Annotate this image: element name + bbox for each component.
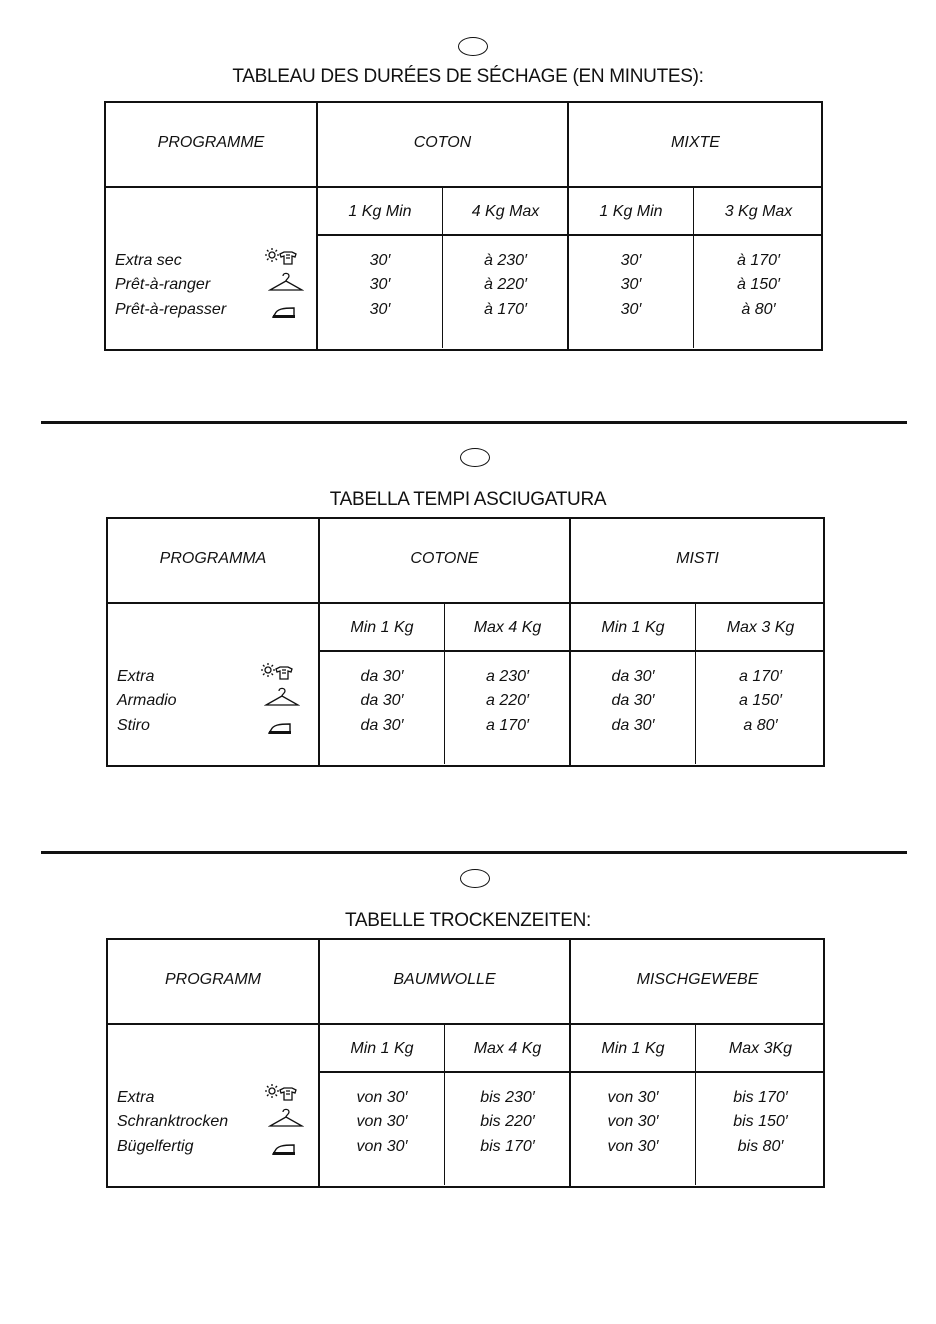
value-cell: da 30′ (360, 692, 404, 709)
value-cell: 30′ (369, 252, 391, 269)
value-cell: a 150′ (738, 692, 783, 709)
program-name: Extra (117, 668, 155, 685)
program-header: PROGRAMME (157, 134, 265, 151)
section-title: TABELLE TROCKENZEITEN: (344, 910, 592, 931)
section-title: TABLEAU DES DURÉES DE SÉCHAGE (EN MINUTES): (232, 66, 704, 87)
language-marker-oval (460, 869, 490, 888)
program-header: PROGRAMMA (159, 550, 267, 567)
value-cell: bis 170′ (480, 1138, 535, 1155)
value-cell: à 230′ (483, 252, 528, 269)
group-header: COTONE (410, 550, 479, 567)
weight-header: 4 Kg Max (471, 203, 540, 220)
language-marker-oval (458, 37, 488, 56)
weight-header: Max 3 Kg (726, 619, 795, 636)
weight-header: Max 3Kg (728, 1040, 793, 1057)
value-cell: a 230′ (485, 668, 530, 685)
iron-icon (268, 721, 294, 737)
value-cell: 30′ (620, 276, 642, 293)
value-cell: bis 230′ (480, 1089, 535, 1106)
weight-header: Max 4 Kg (473, 1040, 542, 1057)
value-cell: 30′ (369, 276, 391, 293)
group-header: MIXTE (671, 134, 720, 151)
value-cell: von 30′ (607, 1089, 659, 1106)
value-cell: von 30′ (356, 1113, 408, 1130)
program-name: Stiro (117, 717, 150, 734)
value-cell: da 30′ (360, 668, 404, 685)
value-cell: a 170′ (738, 668, 783, 685)
group-header: MISCHGEWEBE (636, 971, 759, 988)
value-cell: von 30′ (356, 1138, 408, 1155)
value-cell: da 30′ (360, 717, 404, 734)
program-name: Armadio (117, 692, 177, 709)
value-cell: 30′ (369, 301, 391, 318)
value-cell: von 30′ (607, 1138, 659, 1155)
value-cell: da 30′ (611, 717, 655, 734)
group-header: COTON (413, 134, 472, 151)
iron-icon (272, 1142, 298, 1158)
weight-header: Min 1 Kg (350, 1040, 414, 1057)
language-marker-oval (460, 448, 490, 467)
hanger-icon (264, 686, 300, 708)
program-name: Prêt-à-ranger (115, 276, 211, 293)
value-cell: à 170′ (483, 301, 528, 318)
value-cell: von 30′ (607, 1113, 659, 1130)
weight-header: Min 1 Kg (350, 619, 414, 636)
weight-header: 1 Kg Min (348, 203, 412, 220)
weight-header: Min 1 Kg (601, 1040, 665, 1057)
program-name: Prêt-à-repasser (115, 301, 227, 318)
section-title: TABELLA TEMPI ASCIUGATURA (329, 489, 607, 510)
program-name: Schranktrocken (117, 1113, 229, 1130)
hanger-icon (268, 271, 304, 293)
value-cell: bis 170′ (733, 1089, 788, 1106)
group-header: MISTI (676, 550, 719, 567)
value-cell: a 220′ (485, 692, 530, 709)
extra-dry-icon (264, 1083, 300, 1103)
weight-header: 3 Kg Max (724, 203, 793, 220)
hanger-icon (268, 1107, 304, 1129)
program-name: Extra sec (115, 252, 182, 269)
weight-header: 1 Kg Min (599, 203, 663, 220)
value-cell: a 170′ (485, 717, 530, 734)
value-cell: bis 150′ (733, 1113, 788, 1130)
value-cell: von 30′ (356, 1089, 408, 1106)
value-cell: da 30′ (611, 692, 655, 709)
value-cell: à 170′ (736, 252, 781, 269)
value-cell: a 80′ (743, 717, 778, 734)
value-cell: à 80′ (741, 301, 776, 318)
value-cell: 30′ (620, 301, 642, 318)
group-header: BAUMWOLLE (393, 971, 496, 988)
section-divider (41, 851, 907, 854)
extra-dry-icon (264, 247, 300, 267)
extra-dry-icon (260, 662, 296, 682)
section-divider (41, 421, 907, 424)
weight-header: Max 4 Kg (473, 619, 542, 636)
iron-icon (272, 305, 298, 321)
value-cell: à 150′ (736, 276, 781, 293)
program-name: Extra (117, 1089, 155, 1106)
weight-header: Min 1 Kg (601, 619, 665, 636)
value-cell: bis 220′ (480, 1113, 535, 1130)
value-cell: bis 80′ (737, 1138, 784, 1155)
program-name: Bügelfertig (117, 1138, 194, 1155)
program-header: PROGRAMM (165, 971, 261, 988)
value-cell: 30′ (620, 252, 642, 269)
value-cell: da 30′ (611, 668, 655, 685)
value-cell: à 220′ (483, 276, 528, 293)
